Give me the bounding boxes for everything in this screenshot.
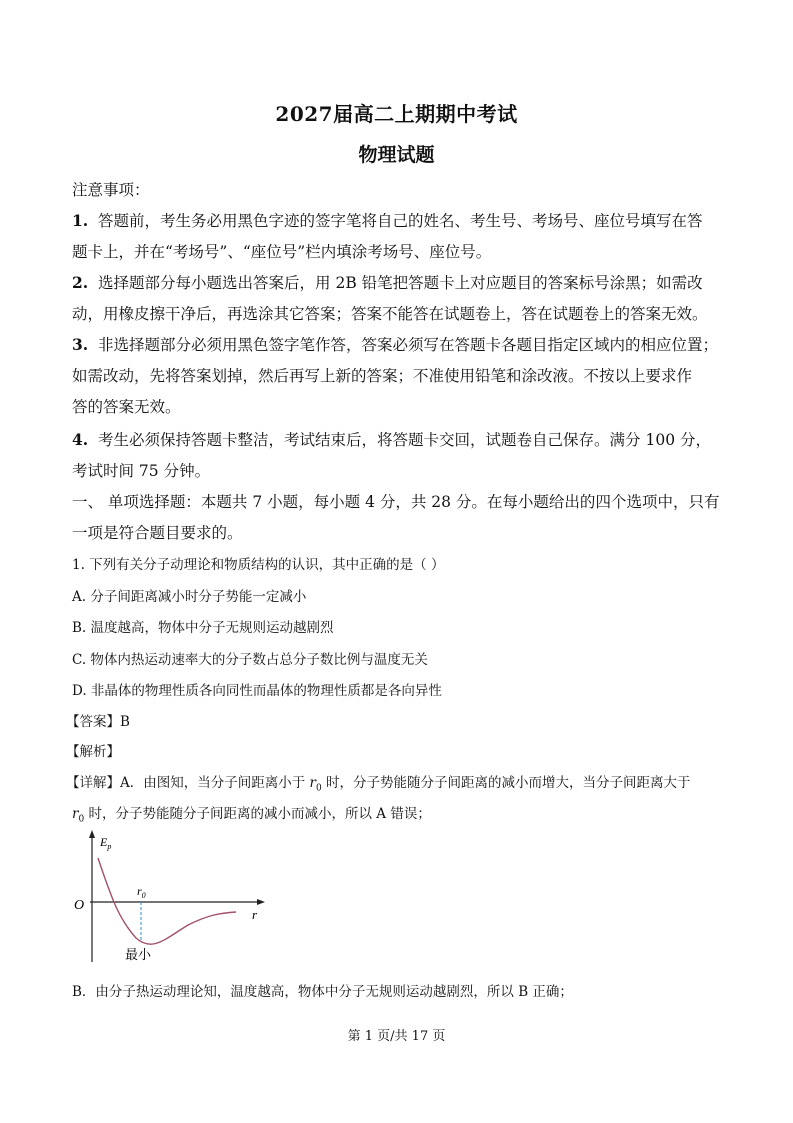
notice-item-4-text: 考生必须保持答题卡整洁，考试结束后，将答题卡交回，试题卷自己保存。满分 100 分， bbox=[98, 431, 711, 449]
y-axis-label: $E_p$ bbox=[100, 835, 112, 851]
notice-item-1-line-2: 题卡上，并在“考场号”、“座位号”栏内填涂考场号、座位号。 bbox=[72, 243, 492, 261]
question-1-stem: 1. 下列有关分子动理论和物质结构的认识，其中正确的是（ ） bbox=[72, 557, 445, 573]
notice-item-3-text: 非选择题部分必须用黑色签字笔作答，答案必须写在答题卡各题目指定区域内的相应位置； bbox=[98, 336, 719, 354]
notice-item-4-number: 4. bbox=[72, 430, 89, 449]
question-1-option-d: D. 非晶体的物理性质各向同性而晶体的物理性质都是各向异性 bbox=[72, 683, 442, 699]
detail-a-line-2 bbox=[72, 802, 431, 825]
potential-energy-graph bbox=[68, 828, 268, 968]
page-title: 2027届高二上期期中考试 bbox=[275, 102, 518, 126]
section-heading-line-2: 一项是符合题目要求的。 bbox=[72, 524, 243, 542]
r0-label: $r_0$ bbox=[137, 884, 146, 900]
origin-label: O bbox=[74, 898, 85, 913]
minimum-label: 最小 bbox=[125, 948, 152, 963]
r0-subscript: 0 bbox=[316, 783, 322, 794]
analysis-label: 【解析】 bbox=[66, 744, 120, 760]
x-axis-arrow bbox=[257, 899, 265, 905]
x-axis-label: r bbox=[252, 907, 258, 922]
notice-item-3-line-1 bbox=[72, 333, 718, 355]
r0-subscript-2: 0 bbox=[78, 814, 85, 825]
answer-line bbox=[66, 710, 130, 730]
notice-item-4-line-1 bbox=[72, 428, 711, 450]
answer-label: 【答案】 bbox=[66, 714, 120, 730]
notice-item-1-text: 答题前，考生务必用黑色字迹的签字笔将自己的姓名、考生号、考场号、座位号填写在答 bbox=[98, 212, 703, 230]
page-footer: 第 1 页/共 17 页 bbox=[347, 1029, 446, 1044]
page-subtitle: 物理试题 bbox=[358, 144, 435, 166]
answer-value: B bbox=[120, 714, 130, 730]
detail-a-text-3: 时，分子势能随分子间距离的减小而减小，所以 A 错误； bbox=[84, 806, 431, 822]
r0-symbol-2: r bbox=[72, 806, 79, 822]
detail-b-line: B．由分子热运动理论知，温度越高，物体中分子无规则运动越剧烈，所以 B 正确； bbox=[72, 984, 573, 1000]
r0-symbol: r bbox=[309, 775, 317, 791]
notice-item-3-line-3: 答的答案无效。 bbox=[72, 398, 181, 416]
notice-item-4-line-2: 考试时间 75 分钟。 bbox=[72, 462, 211, 480]
notice-item-1-number: 1. bbox=[72, 211, 89, 230]
detail-label: 【详解】 bbox=[66, 775, 120, 791]
detail-a-text-1: A．由图知，当分子间距离小于 bbox=[120, 775, 310, 791]
section-heading-line-1: 一、 单项选择题：本题共 7 小题，每小题 4 分，共 28 分。在每小题给出的四个选项中，只有 bbox=[72, 493, 720, 511]
question-1-option-b: B. 温度越高，物体中分子无规则运动越剧烈 bbox=[72, 620, 334, 636]
detail-a-line-1 bbox=[66, 771, 691, 794]
notice-item-2-number: 2. bbox=[72, 273, 89, 292]
notice-item-2-line-1 bbox=[72, 271, 703, 293]
notice-item-3-number: 3. bbox=[72, 335, 89, 354]
question-1-option-a: A. 分子间距离减小时分子势能一定减小 bbox=[72, 589, 307, 605]
detail-a-text-2: 时，分子势能随分子间距离的减小而增大，当分子间距离大于 bbox=[321, 775, 691, 791]
notice-heading: 注意事项： bbox=[72, 181, 150, 199]
notice-item-3-line-2: 如需改动，先将答案划掉，然后再写上新的答案；不准使用铅笔和涂改液。不按以上要求作 bbox=[72, 367, 693, 385]
notice-item-2-text: 选择题部分每小题选出答案后，用 2B 铅笔把答题卡上对应题目的答案标号涂黑；如需改 bbox=[98, 274, 703, 292]
question-1-option-c: C. 物体内热运动速率大的分子数占总分子数比例与温度无关 bbox=[72, 652, 428, 668]
notice-item-2-line-2: 动，用橡皮擦干净后，再选涂其它答案；答案不能答在试题卷上，答在试题卷上的答案无效。 bbox=[72, 305, 708, 323]
potential-energy-curve bbox=[98, 858, 236, 944]
notice-item-1-line-1 bbox=[72, 209, 703, 231]
y-axis-arrow bbox=[89, 830, 95, 838]
